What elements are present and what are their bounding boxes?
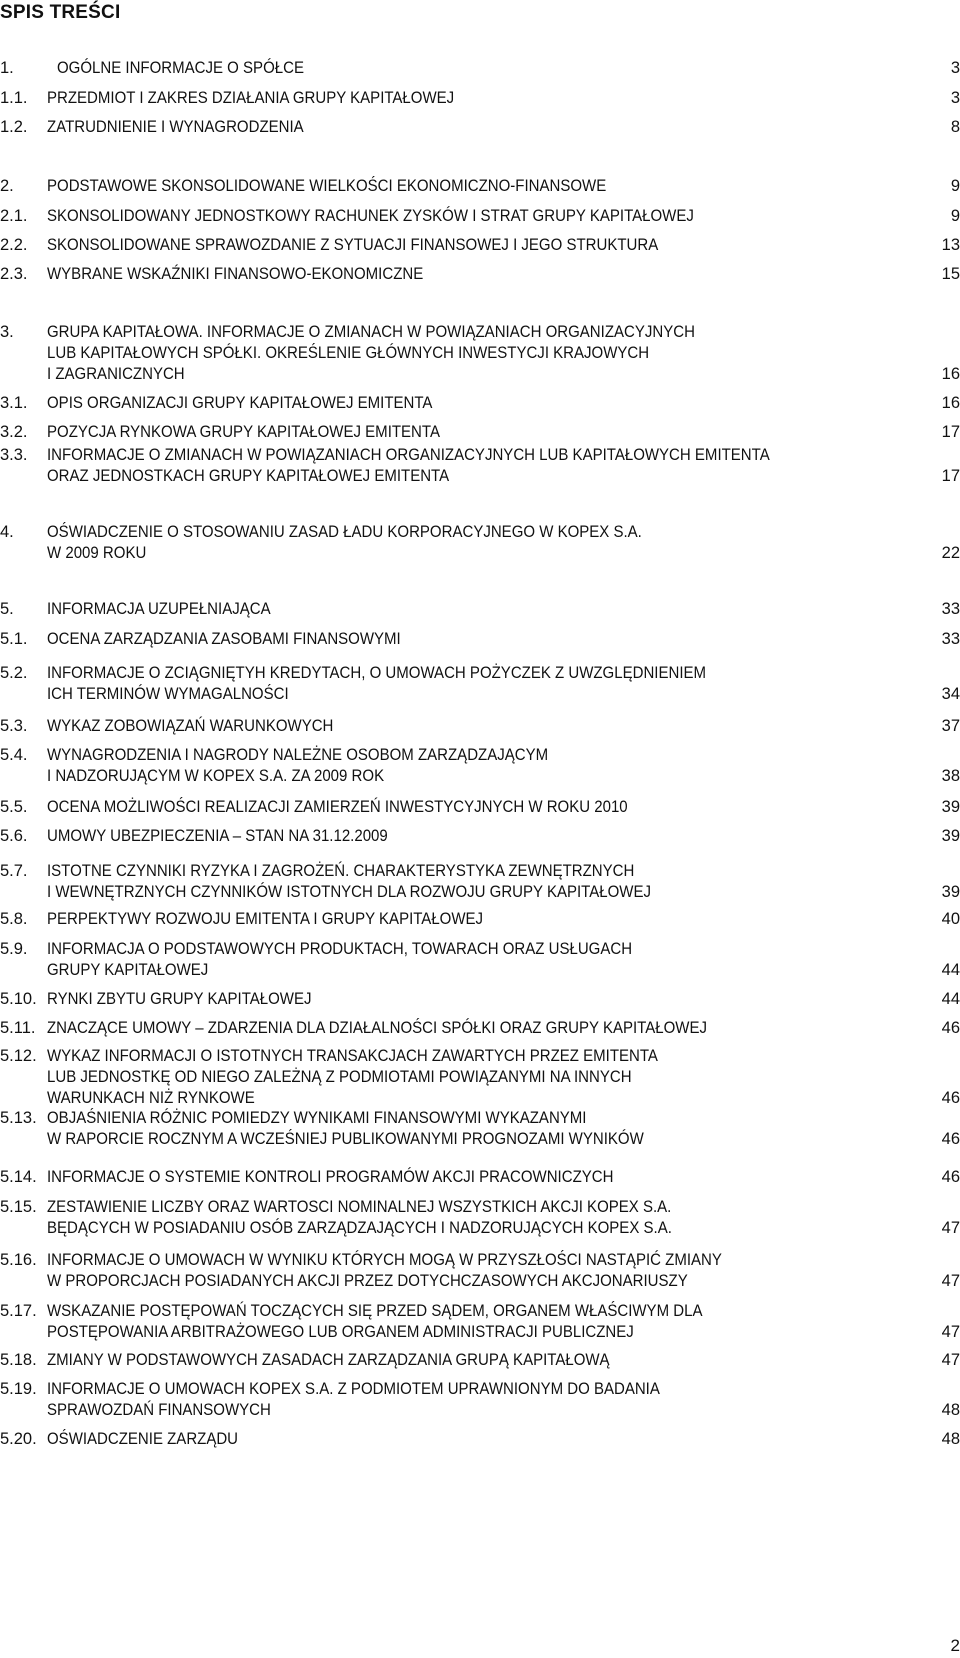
toc-page-number[interactable]: 46	[941, 1019, 960, 1037]
toc-page-number[interactable]: 46	[941, 1089, 960, 1107]
toc-page-number[interactable]: 39	[941, 883, 960, 901]
toc-entry-number: 5.6.	[0, 827, 28, 845]
toc-entry-number: 5.2.	[0, 664, 28, 682]
toc-entry-text[interactable]: OCENA ZARZĄDZANIA ZASOBAMI FINANSOWYMI	[47, 630, 401, 648]
toc-entry-text[interactable]: UMOWY UBEZPIECZENIA – STAN NA 31.12.2009	[47, 827, 388, 845]
toc-page-number[interactable]: 37	[941, 717, 960, 735]
toc-page-number[interactable]: 15	[941, 265, 960, 283]
toc-entry-number: 5.18.	[0, 1351, 37, 1369]
toc-page-number[interactable]: 47	[941, 1323, 960, 1341]
toc-entry-text[interactable]: INFORMACJE O UMOWACH KOPEX S.A. Z PODMIOTEM UPRAWNIONYM DO BADANIA	[47, 1380, 660, 1398]
toc-entry-text[interactable]: SPRAWOZDAŃ FINANSOWYCH	[47, 1401, 271, 1419]
toc-entry-text[interactable]: LUB KAPITAŁOWYCH SPÓŁKI. OKREŚLENIE GŁÓWNYCH INWESTYCJI KRAJOWYCH	[47, 344, 650, 362]
toc-page-number[interactable]: 33	[941, 600, 960, 618]
toc-page-number[interactable]: 9	[950, 177, 960, 195]
toc-entry-text[interactable]: RYNKI ZBYTU GRUPY KAPITAŁOWEJ	[47, 990, 312, 1008]
toc-entry-text[interactable]: I ZAGRANICZNYCH	[47, 365, 185, 383]
toc-entry-number: 5.5.	[0, 798, 28, 816]
toc-entry-number: 1.2.	[0, 118, 28, 136]
toc-page-number[interactable]: 17	[941, 423, 960, 441]
toc-page-number[interactable]: 9	[950, 207, 960, 225]
toc-entry-number: 5.7.	[0, 862, 28, 880]
toc-entry-text[interactable]: INFORMACJE O SYSTEMIE KONTROLI PROGRAMÓW AKCJI PRACOWNICZYCH	[47, 1168, 614, 1186]
toc-entry-text[interactable]: WSKAZANIE POSTĘPOWAŃ TOCZĄCYCH SIĘ PRZED SĄDEM, ORGANEM WŁAŚCIWYM DLA	[47, 1302, 703, 1320]
toc-entry-number: 5.12.	[0, 1047, 37, 1065]
toc-page-number[interactable]: 3	[950, 89, 960, 107]
toc-entry-text[interactable]: WARUNKACH NIŻ RYNKOWE	[47, 1089, 255, 1107]
toc-entry-text[interactable]: SKONSOLIDOWANY JEDNOSTKOWY RACHUNEK ZYSKÓW I STRAT GRUPY KAPITAŁOWEJ	[47, 207, 694, 225]
toc-page-number[interactable]: 33	[941, 630, 960, 648]
toc-entry-number: 1.	[0, 59, 14, 77]
toc-entry-text[interactable]: SKONSOLIDOWANE SPRAWOZDANIE Z SYTUACJI FINANSOWEJ I JEGO STRUKTURA	[47, 236, 659, 254]
toc-entry-number: 1.1.	[0, 89, 28, 107]
toc-page-number[interactable]: 47	[941, 1219, 960, 1237]
toc-entry-text[interactable]: INFORMACJE O ZCIĄGNIĘTYH KREDYTACH, O UMOWACH POŻYCZEK Z UWZGLĘDNIENIEM	[47, 664, 707, 682]
toc-entry-number: 3.1.	[0, 394, 28, 412]
toc-entry-text[interactable]: INFORMACJA O PODSTAWOWYCH PRODUKTACH, TOWARACH ORAZ USŁUGACH	[47, 940, 633, 958]
toc-entry-number: 5.10.	[0, 990, 37, 1008]
toc-entry-number: 5.20.	[0, 1430, 37, 1448]
toc-page-number[interactable]: 8	[950, 118, 960, 136]
toc-entry-number: 2.	[0, 177, 14, 195]
toc-entry-number: 5.15.	[0, 1198, 37, 1216]
toc-entry-number: 5.	[0, 600, 14, 618]
toc-entry-number: 5.17.	[0, 1302, 37, 1320]
toc-entry-text[interactable]: INFORMACJE O UMOWACH W WYNIKU KTÓRYCH MOGĄ W PRZYSZŁOŚCI NASTĄPIĆ ZMIANY	[47, 1251, 722, 1269]
toc-page-number[interactable]: 47	[941, 1272, 960, 1290]
toc-entry-number: 5.4.	[0, 746, 28, 764]
toc-entry-text[interactable]: I WEWNĘTRZNYCH CZYNNIKÓW ISTOTNYCH DLA ROZWOJU GRUPY KAPITAŁOWEJ	[47, 883, 651, 901]
toc-entry-number: 5.3.	[0, 717, 28, 735]
toc-entry-text[interactable]: LUB JEDNOSTKĘ OD NIEGO ZALEŻNĄ Z PODMIOTAMI POWIĄZANYMI NA INNYCH	[47, 1068, 632, 1086]
toc-entry-number: 4.	[0, 523, 14, 541]
toc-entry-text[interactable]: PERPEKTYWY ROZWOJU EMITENTA I GRUPY KAPITAŁOWEJ	[47, 910, 484, 928]
toc-entry-text[interactable]: ZNACZĄCE UMOWY – ZDARZENIA DLA DZIAŁALNOŚCI SPÓŁKI ORAZ GRUPY KAPITAŁOWEJ	[47, 1019, 707, 1037]
toc-entry-text[interactable]: OCENA MOŻLIWOŚCI REALIZACJI ZAMIERZEŃ INWESTYCYJNYCH W ROKU 2010	[47, 798, 628, 816]
toc-page-number[interactable]: 22	[941, 544, 960, 562]
toc-entry-number: 5.9.	[0, 940, 28, 958]
toc-page-number[interactable]: 16	[941, 365, 960, 383]
toc-entry-text[interactable]: ICH TERMINÓW WYMAGALNOŚCI	[47, 685, 289, 703]
toc-entry-text[interactable]: PODSTAWOWE SKONSOLIDOWANE WIELKOŚCI EKONOMICZNO-FINANSOWE	[47, 177, 607, 195]
toc-entry-text[interactable]: ISTOTNE CZYNNIKI RYZYKA I ZAGROŻEŃ. CHARAKTERYSTYKA ZEWNĘTRZNYCH	[47, 862, 635, 880]
toc-entry-number: 5.14.	[0, 1168, 37, 1186]
toc-entry-text[interactable]: WYNAGRODZENIA I NAGRODY NALEŻNE OSOBOM ZARZĄDZAJĄCYM	[47, 746, 549, 764]
toc-entry-number: 2.2.	[0, 236, 28, 254]
toc-entry-number: 3.	[0, 323, 14, 341]
toc-entry-text[interactable]: W RAPORCIE ROCZNYM A WCZEŚNIEJ PUBLIKOWANYMI PROGNOZAMI WYNIKÓW	[47, 1130, 644, 1148]
toc-entry-text[interactable]: PRZEDMIOT I ZAKRES DZIAŁANIA GRUPY KAPITAŁOWEJ	[47, 89, 455, 107]
toc-entry-text[interactable]: WYBRANE WSKAŹNIKI FINANSOWO-EKONOMICZNE	[47, 265, 424, 283]
toc-entry-text[interactable]: OŚWIADCZENIE ZARZĄDU	[47, 1430, 239, 1448]
toc-entry-text[interactable]: OBJAŚNIENIA RÓŻNIC POMIEDZY WYNIKAMI FINANSOWYMI WYKAZANYMI	[47, 1109, 587, 1127]
toc-entry-text[interactable]: INFORMACJE O ZMIANACH W POWIĄZANIACH ORGANIZACYJNYCH LUB KAPITAŁOWYCH EMITENTA	[47, 446, 770, 464]
toc-page-number[interactable]: 47	[941, 1351, 960, 1369]
toc-entry-text[interactable]: ZESTAWIENIE LICZBY ORAZ WARTOSCI NOMINALNEJ WSZYSTKICH AKCJI KOPEX S.A.	[47, 1198, 672, 1216]
toc-entry-number: 2.1.	[0, 207, 28, 225]
toc-entry-text[interactable]: BĘDĄCYCH W POSIADANIU OSÓB ZARZĄDZAJĄCYCH I NADZORUJĄCYCH KOPEX S.A.	[47, 1219, 672, 1237]
toc-entry-text[interactable]: OPIS ORGANIZACJI GRUPY KAPITAŁOWEJ EMITENTA	[47, 394, 433, 412]
footer-page-number: 2	[950, 1636, 960, 1655]
toc-entry-number: 5.11.	[0, 1019, 36, 1037]
toc-entry-text[interactable]: OGÓLNE INFORMACJE O SPÓŁCE	[57, 59, 304, 77]
toc-page-number[interactable]: 17	[941, 467, 960, 485]
toc-page-number[interactable]: 44	[941, 990, 960, 1008]
toc-page-number[interactable]: 16	[941, 394, 960, 412]
toc-entry-text[interactable]: ZMIANY W PODSTAWOWYCH ZASADACH ZARZĄDZANIA GRUPĄ KAPITAŁOWĄ	[47, 1351, 610, 1369]
toc-entry-text[interactable]: POSTĘPOWANIA ARBITRAŻOWEGO LUB ORGANEM ADMINISTRACJI PUBLICZNEJ	[47, 1323, 634, 1341]
toc-page-number[interactable]: 34	[941, 685, 960, 703]
toc-page-number[interactable]: 46	[941, 1168, 960, 1186]
toc-entry-text[interactable]: INFORMACJA UZUPEŁNIAJĄCA	[47, 600, 271, 618]
toc-entry-number: 5.8.	[0, 910, 28, 928]
toc-entry-text[interactable]: POZYCJA RYNKOWA GRUPY KAPITAŁOWEJ EMITENTA	[47, 423, 440, 441]
toc-page-number[interactable]: 13	[941, 236, 960, 254]
toc-entry-number: 3.2.	[0, 423, 28, 441]
toc-page-number[interactable]: 46	[941, 1130, 960, 1148]
toc-entry-number: 5.19.	[0, 1380, 37, 1398]
toc-entry-number: 5.16.	[0, 1251, 37, 1269]
toc-entry-text[interactable]: ZATRUDNIENIE I WYNAGRODZENIA	[47, 118, 304, 136]
toc-entry-text[interactable]: OŚWIADCZENIE O STOSOWANIU ZASAD ŁADU KORPORACYJNEGO W KOPEX S.A.	[47, 523, 642, 541]
toc-entry-text[interactable]: GRUPA KAPITAŁOWA. INFORMACJE O ZMIANACH W POWIĄZANIACH ORGANIZACYJNYCH	[47, 323, 695, 341]
toc-page-number[interactable]: 39	[941, 827, 960, 845]
toc-entry-text[interactable]: W 2009 ROKU	[47, 544, 147, 562]
toc-entry-text[interactable]: ORAZ JEDNOSTKACH GRUPY KAPITAŁOWEJ EMITENTA	[47, 467, 450, 485]
toc-entry-text[interactable]: WYKAZ ZOBOWIĄZAŃ WARUNKOWYCH	[47, 717, 334, 735]
toc-entry-number: 3.3.	[0, 446, 28, 464]
toc-entry-number: 2.3.	[0, 265, 28, 283]
toc-entry-text[interactable]: GRUPY KAPITAŁOWEJ	[47, 961, 209, 979]
toc-page-number[interactable]: 38	[941, 767, 960, 785]
toc-page-number[interactable]: 44	[941, 961, 960, 979]
toc-entry-text[interactable]: W PROPORCJACH POSIADANYCH AKCJI PRZEZ DOTYCHCZASOWYCH AKCJONARIUSZY	[47, 1272, 688, 1290]
page-title: SPIS TREŚCI	[0, 2, 121, 23]
toc-entry-number: 5.1.	[0, 630, 28, 648]
toc-page-number[interactable]: 3	[950, 59, 960, 77]
toc-entry-text[interactable]: WYKAZ INFORMACJI O ISTOTNYCH TRANSAKCJACH ZAWARTYCH PRZEZ EMITENTA	[47, 1047, 658, 1065]
toc-entry-text[interactable]: I NADZORUJĄCYM W KOPEX S.A. ZA 2009 ROK	[47, 767, 385, 785]
toc-page-number[interactable]: 39	[941, 798, 960, 816]
toc-entry-number: 5.13.	[0, 1109, 37, 1127]
toc-page-number[interactable]: 48	[941, 1401, 960, 1419]
toc-page-number[interactable]: 48	[941, 1430, 960, 1448]
toc-page-number[interactable]: 40	[941, 910, 960, 928]
